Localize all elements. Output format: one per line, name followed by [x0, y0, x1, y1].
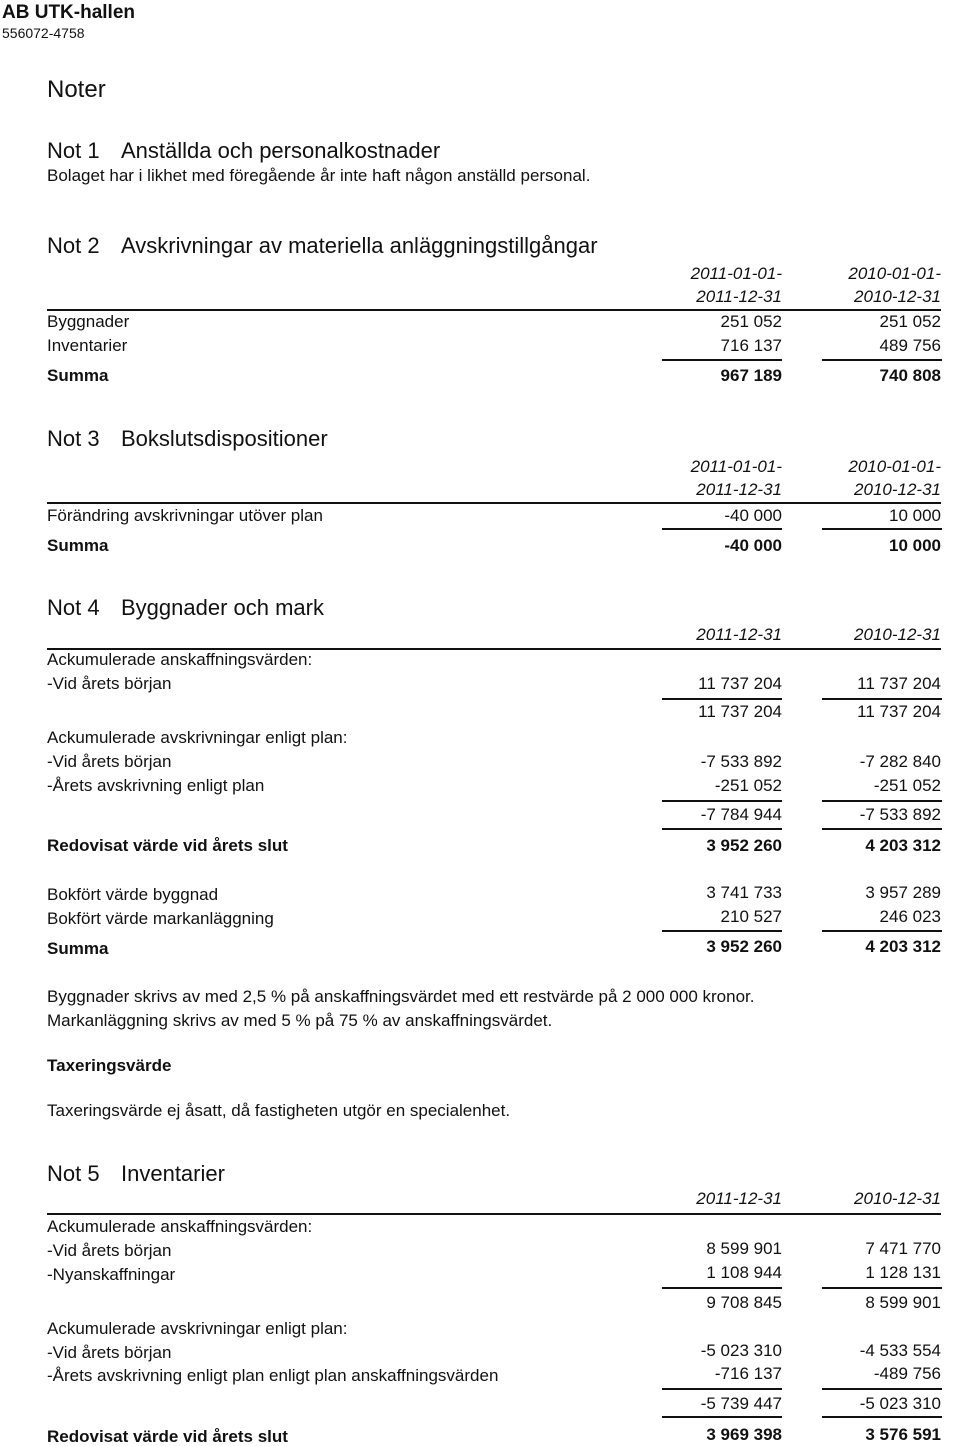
note5-row-value: -489 756 — [873, 1364, 941, 1383]
note4-split-value: 3 741 733 — [706, 883, 782, 902]
note4-dep-subtotal: -7 533 892 — [859, 805, 941, 824]
note3-header-rule — [47, 502, 941, 504]
note4-book-value-label: Redovisat värde vid årets slut — [47, 836, 288, 855]
note2-total-value: 740 808 — [879, 366, 941, 385]
note3-col1-head-to: 2011-12-31 — [696, 480, 782, 499]
note5-header-rule — [47, 1213, 941, 1215]
note5-dep-subtotal: -5 023 310 — [859, 1394, 941, 1413]
note4-col2-head: 2010-12-31 — [854, 625, 941, 644]
note5-acq-label: Ackumulerade anskaffningsvärden: — [47, 1217, 313, 1236]
note5-row-value: 7 471 770 — [865, 1239, 941, 1258]
note5-row-value: -716 137 — [714, 1364, 782, 1383]
note4-row-value: 11 737 204 — [698, 674, 782, 693]
note4-row-value: 11 737 204 — [857, 674, 941, 693]
note4-text: Byggnader skrivs av med 2,5 % på anskaffningsvärdet med ett restvärde på 2 000 000 kronor. — [47, 987, 755, 1006]
note3-total-label: Summa — [47, 536, 109, 555]
company-name: AB UTK-hallen — [2, 2, 135, 23]
note5-row-label: -Vid årets början — [47, 1343, 172, 1362]
tax-value-text: Taxeringsvärde ej åsatt, då fastigheten utgör en specialenhet. — [47, 1101, 511, 1120]
note4-split-label: Bokfört värde markanläggning — [47, 909, 274, 928]
note2-number: Not 2 — [47, 233, 100, 258]
note2-col2-head-from: 2010-01-01- — [848, 264, 941, 283]
note4-split-label: Bokfört värde byggnad — [47, 885, 219, 904]
note4-sub-rule — [822, 800, 942, 802]
note3-heading — [47, 428, 328, 450]
note4-number: Not 4 — [47, 595, 100, 620]
note3-col2-head-to: 2010-12-31 — [854, 480, 941, 499]
note4-row-label: -Vid årets början — [47, 674, 172, 693]
note3-sum-rule — [822, 528, 942, 530]
note5-row-value: 1 108 944 — [706, 1263, 782, 1282]
note4-row-label: -Vid årets början — [47, 752, 172, 771]
note4-total-value: 3 952 260 — [706, 937, 782, 956]
tax-value-heading: Taxeringsvärde — [47, 1056, 172, 1075]
note2-sum-rule — [822, 359, 942, 361]
note5-sub-rule — [662, 1287, 782, 1289]
note4-split-value: 246 023 — [879, 907, 941, 926]
note4-split-value: 3 957 289 — [865, 883, 941, 902]
note4-sub-rule — [822, 698, 942, 700]
note2-total-value: 967 189 — [720, 366, 782, 385]
note3-col1-head-from: 2011-01-01- — [690, 457, 782, 476]
note4-sub-rule — [662, 698, 782, 700]
note4-row-value: -251 052 — [873, 776, 941, 795]
note2-col1-head-to: 2011-12-31 — [696, 287, 782, 306]
note5-book-value-label: Redovisat värde vid årets slut — [47, 1427, 288, 1446]
note4-row-value: -7 533 892 — [700, 752, 782, 771]
note2-row-label: Inventarier — [47, 336, 128, 355]
note4-sum-rule — [822, 930, 942, 932]
note5-col1-head: 2011-12-31 — [696, 1189, 782, 1208]
note4-row-value: -7 282 840 — [859, 752, 941, 771]
note4-acq-subtotal: 11 737 204 — [857, 702, 941, 721]
note4-total-label: Summa — [47, 939, 109, 958]
page-title: Noter — [47, 76, 106, 103]
note5-row-label: -Vid årets början — [47, 1241, 172, 1260]
note5-sub-rule — [822, 1388, 942, 1390]
note2-row-value: 251 052 — [720, 312, 782, 331]
note4-sum-rule — [662, 930, 782, 932]
note4-heading — [47, 597, 324, 619]
note5-book-value: 3 576 591 — [865, 1425, 941, 1444]
note1-text: Bolaget har i likhet med föregående år inte haft någon anställd personal. — [47, 166, 591, 185]
note2-row-value: 489 756 — [879, 336, 941, 355]
note3-total-value: 10 000 — [889, 536, 941, 555]
note5-col2-head: 2010-12-31 — [854, 1189, 941, 1208]
note1-number: Not 1 — [47, 138, 100, 163]
note5-number: Not 5 — [47, 1161, 100, 1186]
note5-row-value: -4 533 554 — [859, 1341, 941, 1360]
note4-col1-head: 2011-12-31 — [696, 625, 782, 644]
note5-row-value: -5 023 310 — [700, 1341, 782, 1360]
note3-number: Not 3 — [47, 426, 100, 451]
note4-row-label: -Årets avskrivning enligt plan — [47, 776, 265, 795]
note5-row-label: -Årets avskrivning enligt plan enligt plan anskaffningsvärden — [47, 1366, 499, 1385]
note3-total-value: -40 000 — [724, 536, 782, 555]
note2-row-value: 251 052 — [879, 312, 941, 331]
note5-row-value: 1 128 131 — [865, 1263, 941, 1282]
note3-row-value: 10 000 — [889, 506, 941, 525]
note4-text: Markanläggning skrivs av med 5 % på 75 % av anskaffningsvärdet. — [47, 1011, 553, 1030]
note3-row-label: Förändring avskrivningar utöver plan — [47, 506, 323, 525]
note3-col2-head-from: 2010-01-01- — [848, 457, 941, 476]
note4-dep-label: Ackumulerade avskrivningar enligt plan: — [47, 728, 348, 747]
note3-title: Bokslutsdispositioner — [121, 426, 328, 451]
note5-sub-rule — [662, 1388, 782, 1390]
note4-sub-rule — [662, 800, 782, 802]
note2-sum-rule — [662, 359, 782, 361]
note5-heading — [47, 1163, 225, 1185]
note5-acq-subtotal: 8 599 901 — [865, 1293, 941, 1312]
note2-heading — [47, 235, 598, 257]
note4-acq-label: Ackumulerade anskaffningsvärden: — [47, 650, 313, 669]
note5-row-value: 8 599 901 — [706, 1239, 782, 1258]
note2-row-label: Byggnader — [47, 312, 130, 331]
note3-row-value: -40 000 — [724, 506, 782, 525]
note2-row-value: 716 137 — [720, 336, 782, 355]
note4-book-value: 4 203 312 — [865, 836, 941, 855]
note4-total-value: 4 203 312 — [865, 937, 941, 956]
note5-book-rule — [822, 1416, 942, 1418]
note4-split-value: 210 527 — [720, 907, 782, 926]
note5-book-value: 3 969 398 — [706, 1425, 782, 1444]
note3-sum-rule — [662, 528, 782, 530]
note4-acq-subtotal: 11 737 204 — [698, 702, 782, 721]
note5-row-label: -Nyanskaffningar — [47, 1265, 176, 1284]
note5-dep-label: Ackumulerade avskrivningar enligt plan: — [47, 1319, 348, 1338]
note4-book-rule — [662, 828, 782, 830]
note2-title: Avskrivningar av materiella anläggningstillgångar — [121, 233, 598, 258]
note5-sub-rule — [822, 1287, 942, 1289]
note4-dep-subtotal: -7 784 944 — [700, 805, 782, 824]
note5-book-rule — [662, 1416, 782, 1418]
org-number: 556072-4758 — [2, 25, 85, 41]
note1-title: Anställda och personalkostnader — [121, 138, 441, 163]
note2-total-label: Summa — [47, 366, 109, 385]
note4-book-rule — [822, 828, 942, 830]
note5-title: Inventarier — [121, 1161, 225, 1186]
note2-col2-head-to: 2010-12-31 — [854, 287, 941, 306]
note5-acq-subtotal: 9 708 845 — [706, 1293, 782, 1312]
note4-book-value: 3 952 260 — [706, 836, 782, 855]
note1-heading — [47, 140, 440, 162]
note2-col1-head-from: 2011-01-01- — [690, 264, 782, 283]
note2-header-rule — [47, 309, 941, 311]
note4-row-value: -251 052 — [714, 776, 782, 795]
note5-dep-subtotal: -5 739 447 — [700, 1394, 782, 1413]
note4-title: Byggnader och mark — [121, 595, 324, 620]
